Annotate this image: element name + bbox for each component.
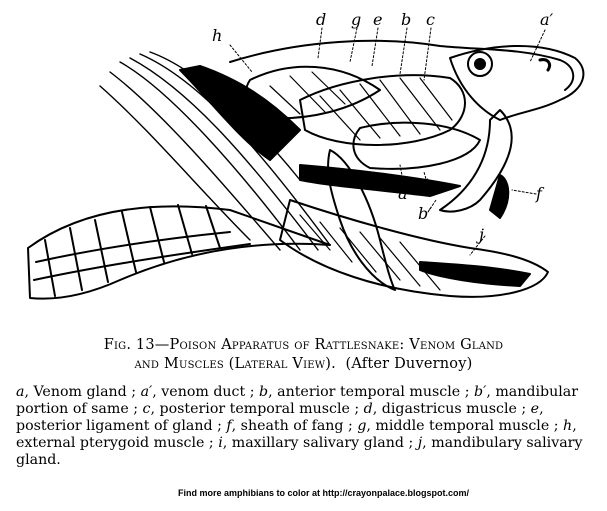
label-h: h: [212, 26, 223, 45]
caption-line-2: [0, 355, 607, 374]
mandibular-gland: [420, 262, 530, 286]
legend-key: b: [259, 384, 269, 400]
legend-entry: , posterior ligament of gland ;: [16, 401, 544, 434]
caption-source: (After Duvernoy): [345, 356, 473, 372]
legend-key: d: [363, 401, 373, 417]
legend-key: e: [530, 401, 540, 417]
label-f: f: [536, 184, 542, 203]
credit-text: Find more amphibians to color at http://crayonpalace.blogspot.com/: [177, 488, 470, 498]
label-b: b: [401, 10, 412, 29]
label-c: c: [426, 10, 435, 29]
caption-title-continued: and Muscles (Lateral View).: [134, 356, 336, 372]
caption-title: Poison Apparatus of Rattlesnake: Venom Gland: [169, 337, 504, 353]
legend-key: i: [218, 435, 223, 451]
legend-entry: , Venom gland ;: [24, 384, 141, 400]
legend-entry: , mandibular portion of same ;: [16, 384, 578, 417]
label-g: g: [351, 10, 362, 29]
credit-line: [0, 488, 607, 498]
legend-text: [16, 384, 596, 469]
figure-legend: [16, 384, 596, 469]
label-i: i: [424, 175, 430, 194]
legend-entry: , anterior temporal muscle ;: [268, 384, 474, 400]
label-b-prime: b′: [418, 204, 432, 223]
legend-entry: , external pterygoid muscle ;: [16, 418, 577, 451]
legend-entry: , venom duct ;: [152, 384, 260, 400]
legend-entry: , maxillary salivary gland ;: [222, 435, 418, 451]
legend-entry: , digastricus muscle ;: [372, 401, 531, 417]
label-a-prime: a′: [540, 10, 554, 29]
maxillary-shadow: [300, 165, 460, 196]
label-j: j: [479, 225, 484, 244]
legend-entry: , mandibulary salivary gland.: [16, 435, 583, 468]
legend-key: a: [16, 384, 25, 400]
label-d: d: [316, 10, 327, 29]
legend-key: c: [142, 401, 151, 417]
legend-key: g: [357, 418, 367, 434]
legend-key: f: [226, 418, 232, 434]
legend-key: j: [417, 435, 423, 451]
legend-entry: , posterior temporal muscle ;: [150, 401, 364, 417]
label-a: a: [398, 184, 408, 203]
shadow-region: [180, 66, 300, 160]
legend-key: b′: [474, 384, 487, 400]
legend-key: a′: [140, 384, 153, 400]
caption-figure-number: Fig. 13—: [103, 337, 170, 353]
legend-key: h: [563, 418, 573, 434]
caption-line-1: [0, 336, 607, 355]
figure-caption: [0, 336, 607, 374]
legend-entry: , middle temporal muscle ;: [366, 418, 564, 434]
posterior-temporal-muscle: [300, 75, 465, 145]
label-e: e: [373, 10, 383, 29]
legend-entry: , sheath of fang ;: [231, 418, 358, 434]
